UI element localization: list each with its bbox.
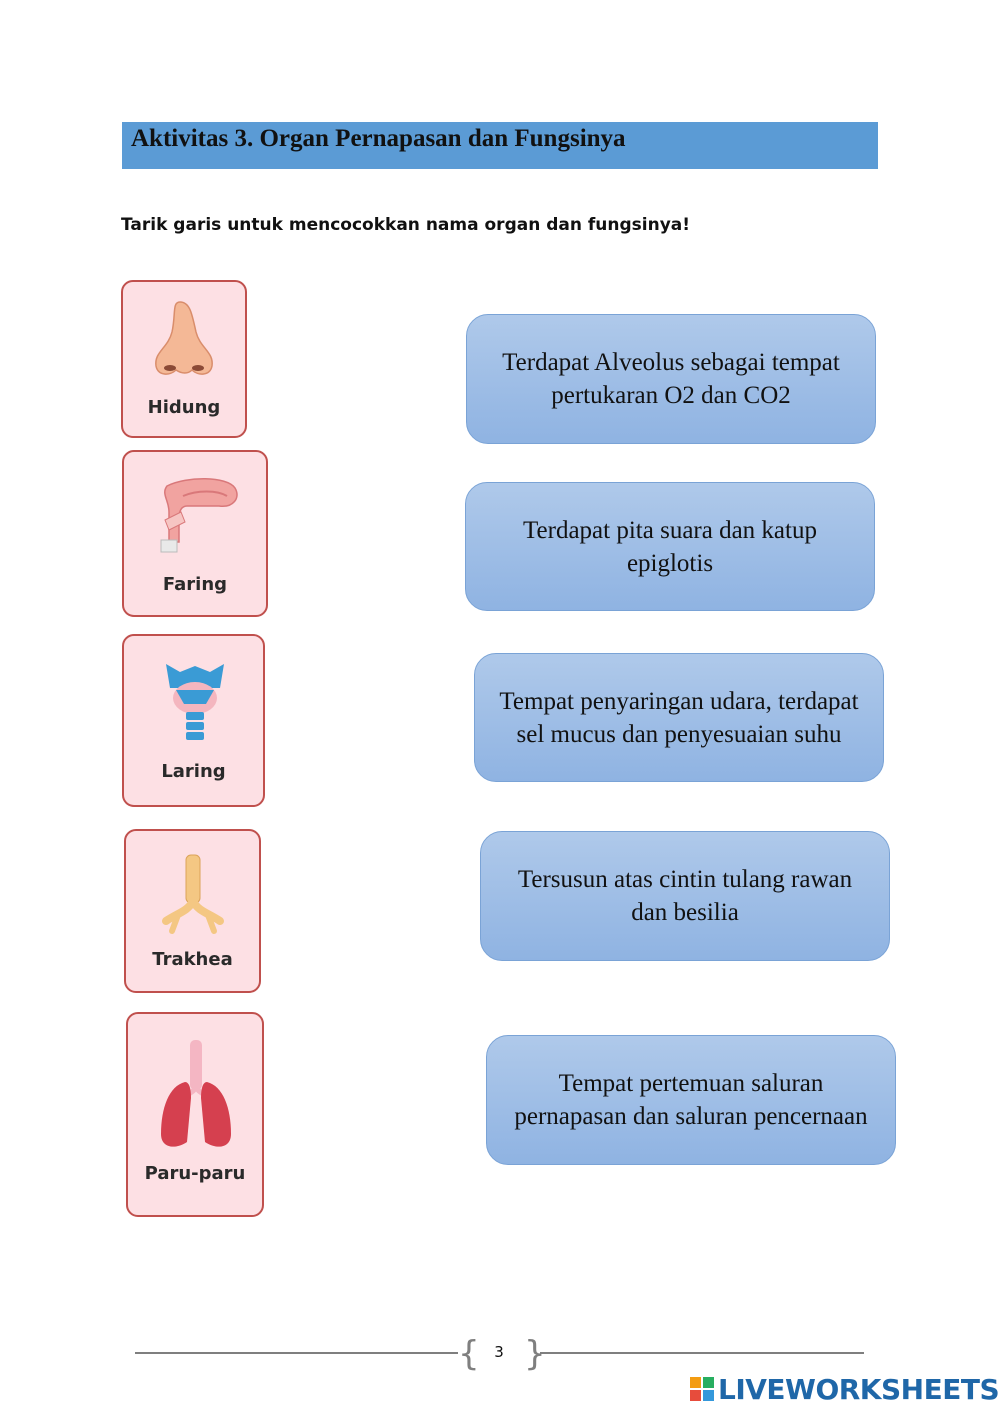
organ-label: Paru-paru bbox=[144, 1163, 246, 1184]
organ-label: Laring bbox=[161, 761, 226, 782]
page-number: 3 bbox=[494, 1343, 504, 1361]
organ-card-paru-paru[interactable] bbox=[126, 1012, 264, 1217]
footer-rule-left bbox=[135, 1352, 458, 1354]
page-title: Aktivitas 3. Organ Pernapasan dan Fungsinya bbox=[131, 125, 626, 152]
larynx-icon bbox=[150, 654, 240, 754]
right-bracket: } bbox=[524, 1334, 546, 1374]
organ-card-hidung[interactable] bbox=[121, 280, 247, 438]
function-box[interactable]: Tersusun atas cintin tulang rawan dan besilia bbox=[480, 831, 890, 961]
function-box[interactable]: Terdapat Alveolus sebagai tempat pertukaran O2 dan CO2 bbox=[466, 314, 876, 444]
footer-rule-right bbox=[540, 1352, 864, 1354]
nose-icon bbox=[140, 296, 230, 386]
organ-card-trakhea[interactable] bbox=[124, 829, 261, 993]
trachea-icon bbox=[158, 851, 228, 941]
liveworksheets-brand: LIVEWORKSHEETS bbox=[718, 1372, 999, 1406]
left-bracket: { bbox=[458, 1334, 480, 1374]
organ-label: Trakhea bbox=[152, 949, 233, 970]
organ-label: Faring bbox=[162, 574, 228, 595]
function-box[interactable]: Tempat pertemuan saluran pernapasan dan saluran pencernaan bbox=[486, 1035, 896, 1165]
organ-card-laring[interactable] bbox=[122, 634, 265, 807]
liveworksheets-grid-icon bbox=[690, 1377, 714, 1401]
instruction-text: Tarik garis untuk mencocokkan nama organ dan fungsinya! bbox=[121, 215, 691, 235]
pharynx-icon bbox=[147, 472, 247, 562]
liveworksheets-logo[interactable] bbox=[690, 1372, 999, 1406]
organ-card-faring[interactable] bbox=[122, 450, 268, 617]
title-banner bbox=[122, 122, 878, 169]
function-box[interactable]: Terdapat pita suara dan katup epiglotis bbox=[465, 482, 875, 611]
lungs-icon bbox=[151, 1038, 241, 1168]
organ-label: Hidung bbox=[147, 397, 221, 418]
function-box[interactable]: Tempat penyaringan udara, terdapat sel mucus dan penyesuaian suhu bbox=[474, 653, 884, 782]
